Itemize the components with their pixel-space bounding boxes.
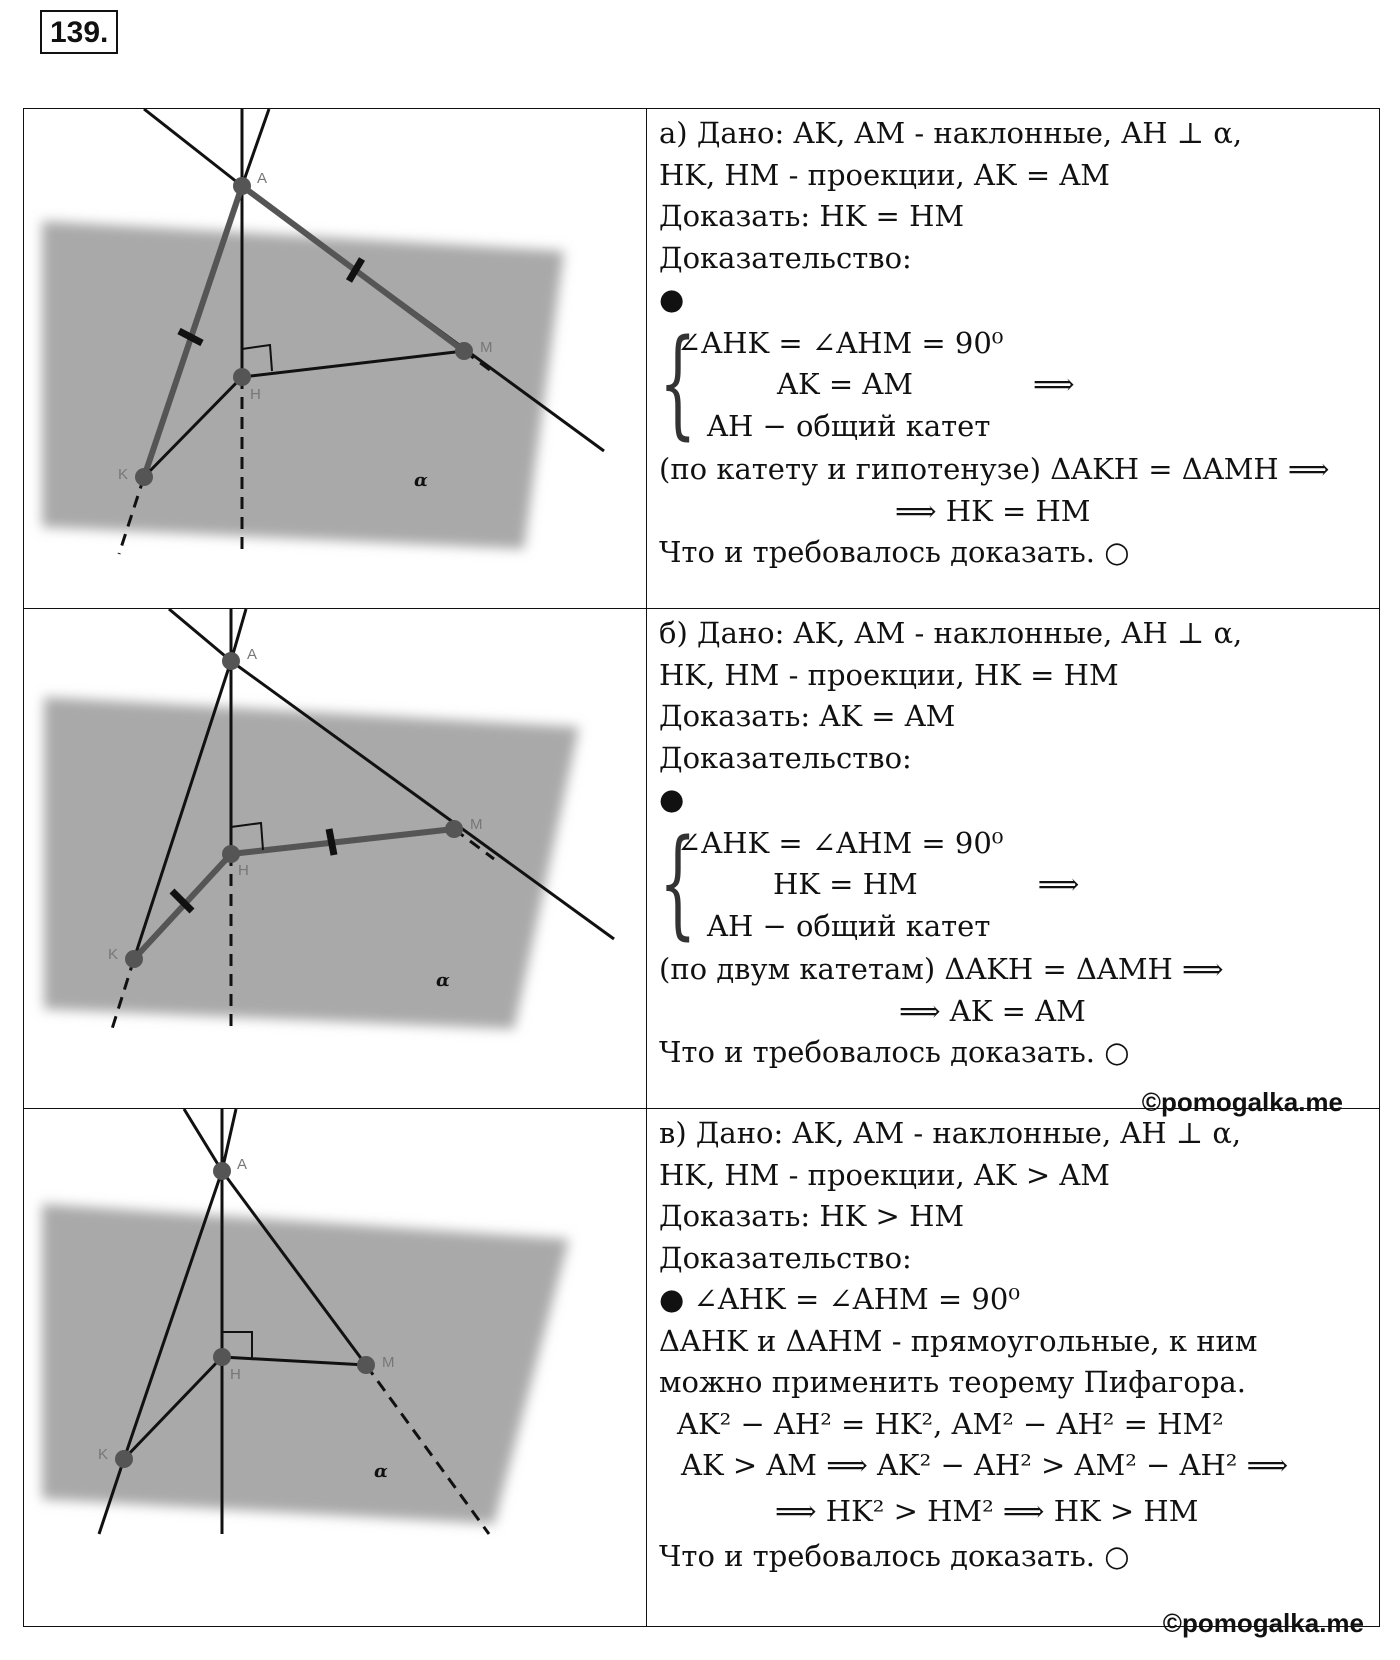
part-c-qed: Что и требовалось доказать. ○: [659, 1539, 1130, 1573]
part-b-text: [647, 609, 1380, 1117]
tick-hm: [329, 829, 334, 855]
point-m: [357, 1356, 375, 1374]
label-a: A: [257, 170, 268, 187]
line-a-top: [144, 109, 242, 186]
point-a: [222, 652, 240, 670]
label-h: H: [238, 862, 249, 879]
part-a-figure: [24, 109, 646, 607]
label-alpha: α: [374, 1461, 388, 1482]
part-c-figure: [24, 1109, 646, 1625]
part-b-prove: Доказать: AK = AM: [659, 699, 956, 733]
label-alpha: α: [414, 470, 428, 491]
solution-table: [23, 108, 1380, 1627]
part-b-proof-heading: Доказательство:: [659, 740, 912, 775]
label-h: H: [250, 386, 261, 403]
part-a-sys-arrow: ⟹: [1032, 367, 1075, 401]
line-a-top-right: [222, 1109, 236, 1171]
point-k: [115, 1450, 133, 1468]
label-m: M: [470, 816, 483, 833]
part-c-pythagoras: можно применить теорему Пифагора.: [659, 1365, 1246, 1399]
point-h: [222, 845, 240, 863]
part-c-figure-cell: [24, 1109, 647, 1627]
part-c-given: в) Дано: AK, AM - наклонные, AH ⊥ α,: [659, 1116, 1242, 1150]
part-c-eq-3: ⟹ HK² > HM² ⟹ HK > HM: [775, 1493, 1199, 1528]
point-m: [445, 820, 463, 838]
part-a-figure-cell: [24, 109, 647, 609]
part-a-given: а) Дано: AK, AM - наклонные, AH ⊥ α,: [659, 116, 1243, 150]
watermark-1: ©pomogalka.me: [1141, 1087, 1343, 1117]
part-b-given: б) Дано: AK, AM - наклонные, AH ⊥ α,: [659, 616, 1243, 650]
part-a-sys-3: AH − общий катет: [707, 408, 991, 443]
part-b-row: [24, 609, 1380, 1109]
part-b-bullet: ●: [659, 782, 685, 816]
label-k: K: [98, 1446, 109, 1463]
part-b-sys-3: AH − общий катет: [707, 908, 991, 943]
problem-number: 139.: [40, 10, 118, 54]
part-b-sys-arrow: ⟹: [1037, 867, 1080, 901]
label-a: A: [247, 646, 258, 663]
part-c-eq-1: AK² − AH² = HK², AM² − AH² = HM²: [677, 1406, 1224, 1441]
point-k: [135, 468, 153, 486]
part-a-proof-heading: Доказательство:: [659, 240, 912, 275]
label-alpha: α: [436, 970, 450, 991]
part-b-figure: [24, 609, 646, 1107]
label-h: H: [230, 1366, 241, 1383]
label-m: M: [480, 339, 493, 356]
part-a-prove: Доказать: HK = HM: [659, 199, 965, 233]
part-c-projections: HK, HM - проекции, AK > AM: [659, 1157, 1110, 1192]
part-c-text: [647, 1109, 1380, 1627]
plane-alpha: [42, 221, 564, 549]
part-b-sys-2: HK = HM: [773, 867, 918, 901]
part-c-right-triangles: ΔAHK и ΔAHM - прямоугольные, к ним: [659, 1323, 1258, 1358]
line-a-top: [169, 609, 231, 661]
part-a-conclusion: (по катету и гипотенузе) ΔAKH = ΔAMH ⟹: [659, 452, 1330, 486]
part-b-projections: HK, HM - проекции, HK = HM: [659, 657, 1119, 692]
part-a-system: [659, 312, 1369, 451]
watermark-2: ©pomogalka.me: [1162, 1608, 1364, 1638]
label-m: M: [382, 1354, 395, 1371]
label-a: A: [237, 1156, 248, 1173]
point-k: [125, 950, 143, 968]
part-b-conclusion: (по двум катетам) ΔAKH = ΔAMH ⟹: [659, 952, 1224, 986]
part-a-result: ⟹ HK = HM: [895, 493, 1091, 528]
part-b-qed: Что и требовалось доказать. ○: [659, 1035, 1130, 1069]
label-k: K: [118, 466, 129, 483]
plane-alpha: [42, 1204, 569, 1524]
point-a: [213, 1162, 231, 1180]
part-c-proof-heading: Доказательство:: [659, 1240, 912, 1275]
part-c-angles: ● ∠AHK = ∠AHM = 90⁰: [659, 1282, 1020, 1316]
part-c-row: [24, 1109, 1380, 1627]
point-h: [213, 1348, 231, 1366]
part-a-text: [647, 109, 1380, 609]
line-a-top-left: [184, 1109, 222, 1171]
part-b-result: ⟹ AK = AM: [899, 993, 1086, 1028]
part-a-row: [24, 109, 1380, 609]
part-a-brace: {: [659, 312, 697, 451]
part-b-brace: {: [659, 812, 697, 951]
part-a-sys-1: ∠AHK = ∠AHM = 90⁰: [677, 325, 1004, 360]
part-c-eq-2: AK > AM ⟹ AK² − AH² > AM² − AH² ⟹: [681, 1448, 1289, 1482]
point-m: [455, 342, 473, 360]
part-b-system: [659, 812, 1369, 951]
part-a-qed: Что и требовалось доказать. ○: [659, 535, 1130, 569]
part-b-figure-cell: [24, 609, 647, 1109]
label-k: K: [108, 946, 119, 963]
point-a: [233, 177, 251, 195]
part-a-projections: HK, HM - проекции, AK = AM: [659, 157, 1110, 192]
part-b-sys-1: ∠AHK = ∠AHM = 90⁰: [677, 825, 1004, 860]
part-c-prove: Доказать: HK > HM: [659, 1199, 965, 1233]
point-h: [233, 368, 251, 386]
part-a-bullet: ●: [659, 282, 685, 316]
plane-alpha: [44, 697, 579, 1029]
part-a-sys-2: AK = AM: [777, 367, 913, 401]
